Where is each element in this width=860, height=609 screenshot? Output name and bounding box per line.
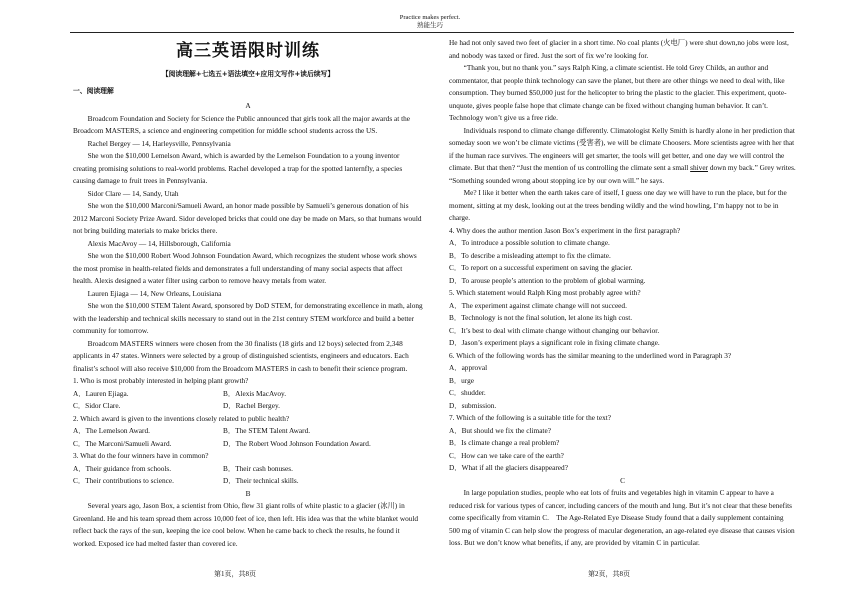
question-5: 5. Which statement would Ralph King most probably agree with?: [449, 288, 641, 297]
option: B．To describe a misleading attempt to fix the climate.: [449, 250, 611, 260]
question-3: 3. What do the four winners have in common?: [73, 451, 209, 460]
option: D．Rachel Bergey.: [223, 401, 280, 410]
passage-b-label: B: [245, 488, 251, 498]
option: A．Lauren Ejiaga.: [73, 388, 129, 398]
left-column: [73, 37, 423, 550]
page-subtitle: 【阅读理解+七选五+语法填空+应用文写作+读后续写】: [161, 70, 335, 78]
option: B．Technology is not the final solution, let alone its high cost.: [449, 313, 633, 322]
question-3-options-row: [73, 463, 423, 476]
question-7: 7. Which of the following is a suitable title for the text?: [449, 413, 611, 422]
passage-a-conclusion: Broadcom MASTERS winners were chosen from the 30 finalists (18 girls and 12 boys) selected from 2,348 applicants in 47 states. Winners were selected by a group of distinguished scientists, engineers and educators. Each finalist’s school will also receive $10,000 from the Broadcom MASTERS in cash to benefit their science program.: [73, 338, 409, 373]
option: C．To report on a successful experiment on saving the glacier.: [449, 263, 633, 272]
question-1-options-row: [73, 400, 423, 413]
page-number-right: 第2页，共8页: [588, 570, 630, 578]
section-heading: 一、阅读理解: [73, 87, 114, 95]
question-6: 6. Which of the following words has the similar meaning to the underlined word in Paragraph 3?: [449, 350, 732, 360]
winner-description: She won the $10,000 Marconi/Samueli Award, an honor made possible by Samueli’s generous donation of his 2012 Marconi Society Prize Award. Sidor developed bricks that could one day be made on Mars, so that humans would not bring building materials to make bricks there.: [73, 201, 422, 235]
question-2-options-row: [73, 425, 423, 438]
passage-b-paragraph-3: [449, 125, 796, 188]
passage-b-continued: He had not only saved two feet of glacier in a short time. No coal plants (火电厂) were shut down,no jobs were lost, and nobody was taxed or fired. Just the sort of fix we’re looking for.: [449, 38, 789, 60]
winner-description: She won the $10,000 Robert Wood Johnson Foundation Award, which recognizes the student whose work shows the most promise in health-related fields and demonstrates a full understanding of many social aspects that affect health. Alexis designed a water filter using carbon to remove heavy metals from water.: [73, 251, 417, 285]
option: A．But should we fix the climate?: [449, 425, 551, 435]
option: C．Their contributions to science.: [73, 476, 174, 485]
header-motto: Practice makes perfect.: [399, 14, 461, 21]
question-2: 2. Which award is given to the inventions closely related to public health?: [73, 413, 290, 423]
passage-c-paragraph: In large population studies, people who eat lots of fruits and vegetables high in vitamin C appear to have a reduced risk for various types of cancer, including cancers of the mouth and lung. But it’s not clear that these benefits come specifically from vitamin C. The Age-Related Eye Disease Study found that a daily supplement containing 500 mg of vitamin C can help slow the progress of macular degeneration, an age-related eye disease that causes vision loss. But we don’t know what benefits, if any, are provided by vitamin C in particular.: [449, 488, 795, 547]
page-number-left: 第1页，共8页: [214, 570, 256, 578]
page-header: [0, 14, 860, 30]
option: B．Alexis MacAvoy.: [223, 388, 287, 398]
option: D．submission.: [449, 400, 504, 410]
option: A．To introduce a possible solution to climate change.: [449, 238, 610, 247]
option: D．The Robert Wood Johnson Foundation Award.: [223, 438, 371, 448]
winner-heading: Lauren Ejiaga — 14, New Orleans, Louisiana: [87, 288, 222, 298]
option: D．Their technical skills.: [223, 476, 299, 485]
page-title: 高三英语限时训练: [176, 41, 320, 61]
option: C．It’s best to deal with climate change without changing our behavior.: [449, 325, 660, 335]
right-column: [449, 37, 796, 550]
winner-description: She won the $10,000 STEM Talent Award, sponsored by DoD STEM, for demonstrating excellence in math, along with the leadership and technical skills necessary to stand out in the 21st century STEM workforce and build a better community for tomorrow.: [73, 301, 423, 335]
passage-b-paragraph: Several years ago, Jason Box, a scientist from Ohio, flew 31 giant rolls of white plastic to a glacier (冰川) in Greenland. He and his team spread them across 10,000 feet of ice, then left. His idea was that the white blanket would reflect back the rays of the sun, keeping the ice cool below. When he came back to check the results, he found it worked. Exposed ice had melted faster than covered ice.: [73, 501, 419, 548]
option: B．The STEM Talent Award.: [223, 426, 311, 435]
option: C．The Marconi/Samueli Award.: [73, 438, 172, 448]
option: B．urge: [449, 375, 474, 385]
header-divider: [70, 32, 794, 33]
passage-a-label: A: [245, 101, 251, 110]
underlined-word: shiver: [690, 163, 708, 172]
winner-description: She won the $10,000 Lemelson Award, which is awarded by the Lemelson Foundation to a young inventor creating promising solutions to real-world problems. Rachel developed a trap for the spotted lanternfly, a species causing damage to fruit trees in Pennsylvania.: [73, 151, 403, 185]
option: A．Their guidance from schools.: [73, 463, 172, 473]
option: D．To arouse people’s attention to the problem of global warming.: [449, 275, 653, 285]
option: A．The Lemelson Award.: [73, 426, 150, 435]
option: B．Their cash bonuses.: [223, 463, 293, 473]
question-2-options-row: [73, 438, 423, 451]
passage-b-paragraph-4: Me? I like it better when the earth takes care of itself, I guess one day we will have to run the place, but for the moment, sitting at my desk, looking out at the trees bending wildly and the wind howling, I’m happy not to be in charge.: [449, 188, 787, 222]
option: B．Is climate change a real problem?: [449, 438, 560, 447]
option: C．How can we take care of the earth?: [449, 450, 564, 460]
passage-a-intro: Broadcom Foundation and Society for Science the Public announced that girls took all the major awards at the Broadcom MASTERS, a science and engineering competition for middle school students across the US.: [73, 113, 410, 135]
option: C．Sidor Clare.: [73, 401, 121, 410]
question-4: 4. Why does the author mention Jason Box’s experiment in the first paragraph?: [449, 225, 681, 235]
question-3-options-row: [73, 475, 423, 488]
option: A．approval: [449, 363, 488, 372]
option: C．shudder.: [449, 388, 486, 397]
header-motto-chinese: 熟能生巧: [417, 22, 443, 29]
paragraph-3-text: Individuals respond to climate change differently. Climatologist Kelly Smith is hardly alone in her prediction that someday soon we won’t be climate victims (受害者), we will be climate Choosers. More scientists agree with her that if the human race survives. The engineers will get smarter, the tools will get better, and one day we will control the climate. But that then? “Just the mention of us controlling the climate sent a small: [449, 125, 795, 172]
paragraph-3-text-end: down my back.” Grey writes. “Something sounded wrong about stopping ice by our own will.” he says.: [449, 163, 796, 185]
option: D．Jason’s experiment plays a significant role in fixing climate change.: [449, 338, 668, 347]
question-1-options-row: [73, 388, 423, 401]
passage-b-paragraph-2: “Thank you, but no thank you.” says Ralph King, a climate scientist. He told Grey Childs, an author and commentator, that people think technology can save the planet, but there are other things we need to deal with, like consumption. They burned $50,000 just for the helicopter to bring the plastic to the glacier. This experiment, quote-unquote, gives people false hope that climate change can be fixed without changing human behavior. It can’t. Technology won’t give us a free ride.: [449, 63, 787, 122]
option: A．The experiment against climate change will not succeed.: [449, 300, 627, 310]
winner-heading: Alexis MacAvoy — 14, Hillsborough, California: [87, 238, 231, 248]
winner-heading: Rachel Bergey — 14, Harleysville, Pennsylvania: [87, 138, 231, 148]
winner-heading: Sidor Clare — 14, Sandy, Utah: [87, 188, 179, 198]
option: D．What if all the glaciers disappeared?: [449, 463, 568, 472]
passage-c-label: C: [620, 475, 625, 485]
question-1: 1. Who is most probably interested in helping plant growth?: [73, 376, 249, 385]
